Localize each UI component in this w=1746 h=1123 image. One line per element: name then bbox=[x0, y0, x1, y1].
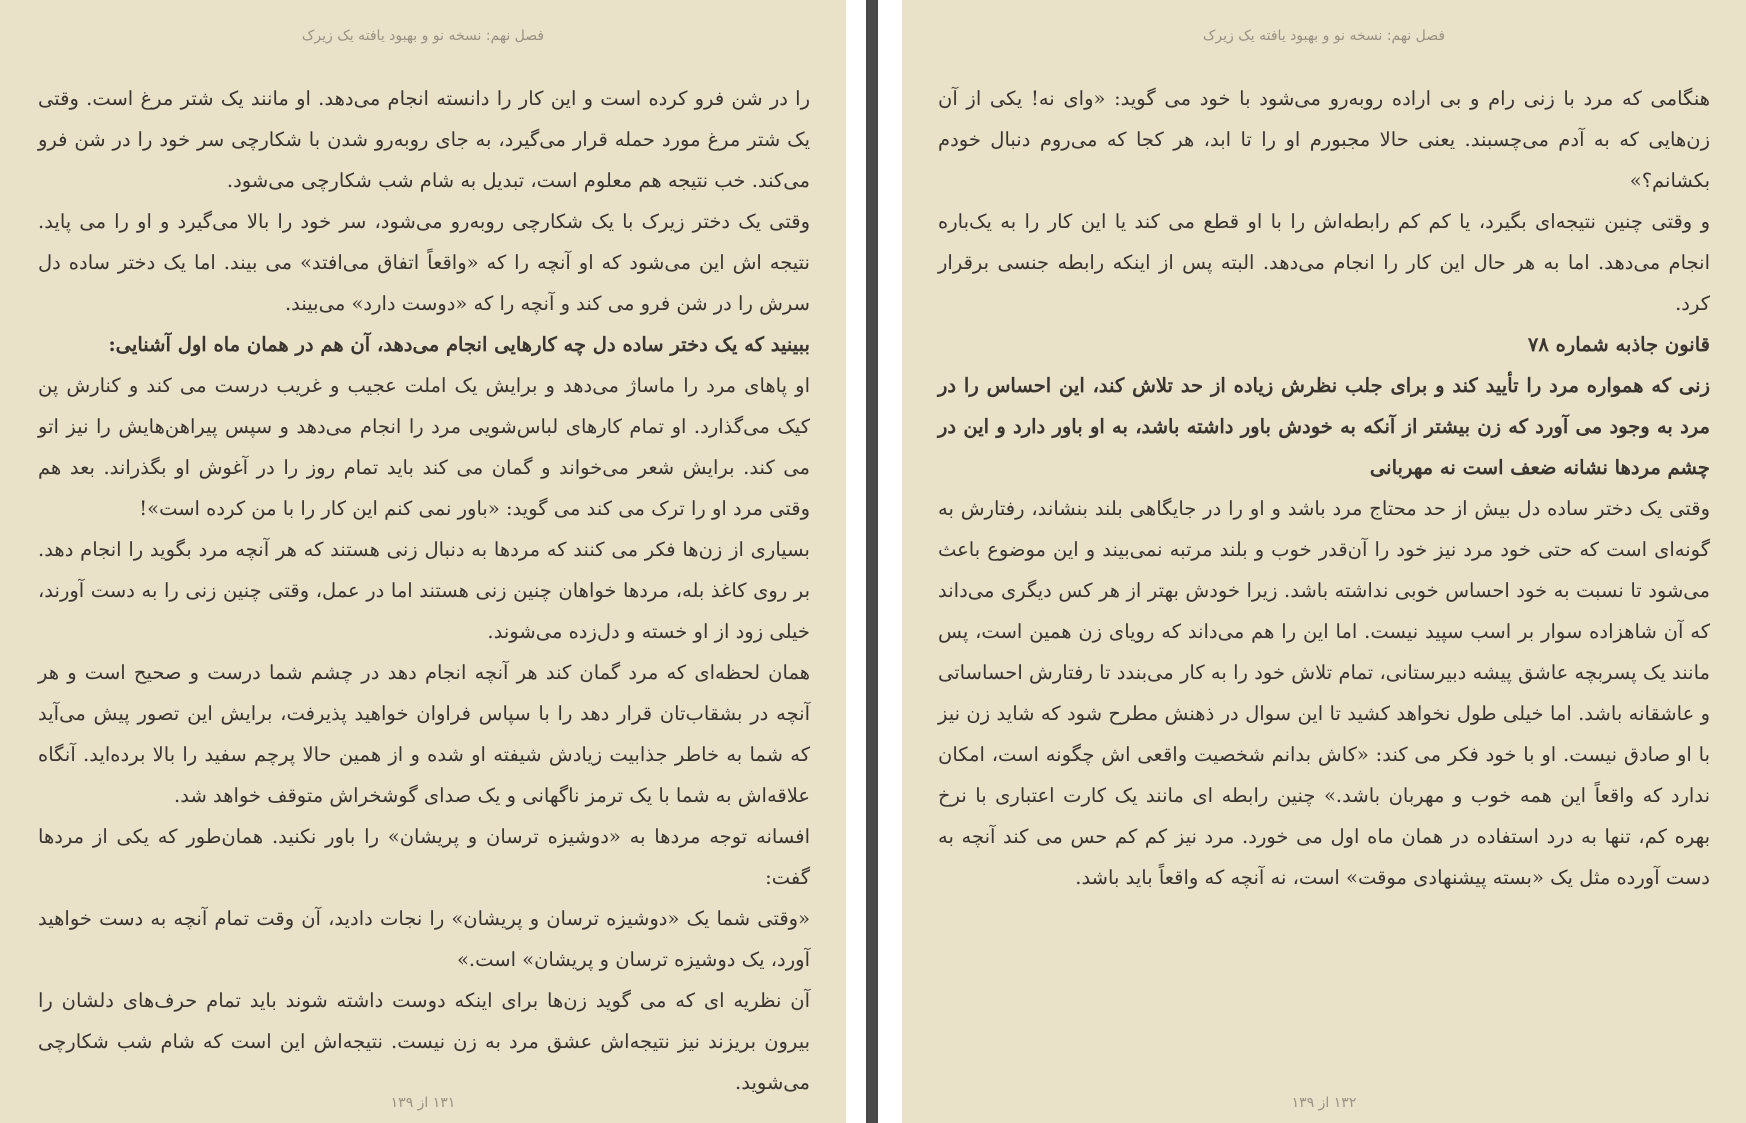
bold-paragraph: ببینید که یک دختر ساده دل چه کارهایی انجام می‌دهد، آن هم در همان ماه اول آشنایی: bbox=[108, 333, 810, 356]
paragraph: همان لحظه‌ای که مرد گمان کند هر آنچه انجام دهد در چشم شما درست و صحیح است و هر آنچه در بشقاب‌تان قرار دهد را با سپاس فراوان خواهید پذیرفت، برایش این تصور پیش می‌آید که شما به خاطر جذابیت زیادش شیفته او شده و از همین حالا پرچم سفید را بالا برده‌اید. آنگاه علاقه‌اش به شما با یک ترمز ناگهانی و یک صدای گوشخراش متوقف خواهد شد. bbox=[38, 661, 810, 807]
page-body bbox=[938, 78, 1710, 898]
page-number: ۱۳۱ از ۱۳۹ bbox=[390, 1095, 456, 1111]
paragraph: هنگامی که مرد با زنی رام و بی اراده روبه‌رو می‌شود با خود می گوید: «وای نه! یکی از آن زن‌هایی که به آدم می‌چسبند. یعنی حالا مجبورم او را تا ابد، هر کجا که می‌روم دنبال خودم بکشانم؟» bbox=[938, 87, 1710, 192]
paragraph: وقتی یک دختر زیرک با یک شکارچی روبه‌رو می‌شود، سر خود را بالا می‌گیرد و او را می پاید. نتیجه اش این می‌شود که او آنچه را که «واقعاً اتفاق می‌افتد» می بیند. اما یک دختر ساده دل سرش را در شن فرو می کند و آنچه را که «دوست دارد» می‌بیند. bbox=[38, 210, 810, 315]
law-title: قانون جاذبه شماره ۷۸ bbox=[1527, 333, 1710, 356]
paragraph: را در شن فرو کرده است و این کار را دانسته انجام می‌دهد. او مانند یک شتر مرغ است. وقتی یک شتر مرغ مورد حمله قرار می‌گیرد، به جای روبه‌رو شدن با شکارچی سر خود را در شن فرو می‌کند. خب نتیجه هم معلوم است، تبدیل به شام شب شکارچی می‌شود. bbox=[38, 87, 810, 192]
page-number: ۱۳۲ از ۱۳۹ bbox=[1291, 1095, 1357, 1111]
paragraph: وقتی یک دختر ساده دل بیش از حد محتاج مرد باشد و او را در جایگاهی بلند بنشاند، رفتارش به گونه‌ای است که حتی خود مرد نیز خود را آن‌قدر خوب و بلند مرتبه نمی‌بیند و این موضوع باعث می‌شود تا نسبت به خود احساس خوبی نداشته باشد. زیرا خودش بهتر از هر کس دیگری می‌داند که آن شاهزاده سوار بر اسب سپید نیست. اما این را هم می‌داند که رویای زن همین است، پس مانند یک پسربچه عاشق پیشه دبیرستانی، تمام تلاش خود را به کار می‌بندد تا رفتارش احساساتی و عاشقانه باشد. اما خیلی طول نخواهد کشید تا این سوال در ذهنش مطرح شود که شاید زن نیز با او صادق نیست. او با خود فکر می کند: «کاش بدانم شخصیت واقعی اش چگونه است، امکان ندارد که واقعاً این همه خوب و مهربان باشد.» چنین رابطه ای مانند یک کارت اعتباری با نرخ بهره کم، تنها به درد استفاده در همان ماه اول می خورد. مرد نیز کم کم حس می کند آنچه به دست آورده مثل یک «بسته پیشنهادی موقت» است، نه آنچه که واقعاً باید باشد. bbox=[938, 497, 1710, 889]
paragraph: و وقتی چنین نتیجه‌ای بگیرد، یا کم کم رابطه‌اش را با او قطع می کند یا این کار را به یک‌باره انجام می‌دهد. اما به هر حال این کار را انجام می‌دهد. البته پس از اینکه رابطه جنسی برقرار کرد. bbox=[938, 210, 1710, 315]
running-head: فصل نهم: نسخه نو و بهبود یافته یک زیرک bbox=[301, 28, 545, 44]
running-head: فصل نهم: نسخه نو و بهبود یافته یک زیرک bbox=[1202, 28, 1446, 44]
law-statement: زنی که همواره مرد را تأیید کند و برای جلب نظرش زیاده از حد تلاش کند، این احساس را در مرد به وجود می آورد که زن بیشتر از آنکه به خودش باور داشته باشد، به او باور دارد و این در چشم مردها نشانه ضعف است نه مهربانی bbox=[938, 374, 1710, 479]
paragraph: بسیاری از زن‌ها فکر می کنند که مردها به دنبال زنی هستند که هر آنچه مرد بگوید را انجام دهد. بر روی کاغذ بله، مردها خواهان چنین زنی هستند اما در عمل، وقتی چنین زنی را به دست آورند، خیلی زود از او خسته و دل‌زده می‌شوند. bbox=[38, 538, 810, 643]
book-spine bbox=[866, 0, 878, 1123]
page-gutter bbox=[846, 0, 866, 1123]
left-page[interactable] bbox=[0, 0, 846, 1123]
paragraph: «وقتی شما یک «دوشیزه ترسان و پریشان» را نجات دادید، آن وقت تمام آنچه به دست خواهید آورد، یک دوشیزه ترسان و پریشان» است.» bbox=[38, 907, 810, 971]
paragraph: او پاهای مرد را ماساژ می‌دهد و برایش یک املت عجیب و غریب درست می کند و کنارش پن کیک می‌گذارد. او تمام کارهای لباس‌شویی مرد را انجام می‌دهد و سپس پیراهن‌هایش را نیز اتو می کند. برایش شعر می‌خواند و گمان می کند باید تمام روز را در آغوش او بگذراند. بعد هم وقتی مرد او را ترک می کند می گوید: «باور نمی کنم این کار را با من کرده است»! bbox=[38, 374, 810, 520]
paragraph: افسانه توجه مردها به «دوشیزه ترسان و پریشان» را باور نکنید. همان‌طور که یکی از مردها گفت: bbox=[38, 825, 810, 889]
paragraph: آن نظریه ای که می گوید زن‌ها برای اینکه دوست داشته شوند باید تمام حرف‌های دلشان را بیرون بریزند نیز نتیجه‌اش عشق مرد به زن نیست. نتیجه‌اش این است که شام شب شکارچی می‌شوید. bbox=[38, 989, 810, 1094]
right-page[interactable] bbox=[902, 0, 1746, 1123]
page-gutter bbox=[878, 0, 902, 1123]
page-body bbox=[38, 78, 810, 1103]
